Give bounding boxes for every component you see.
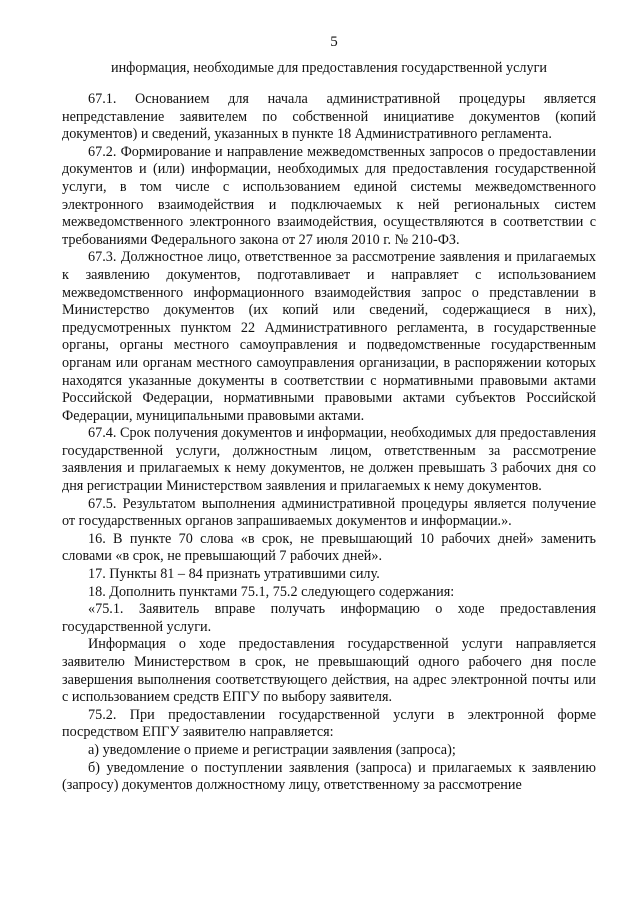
paragraph-18: 18. Дополнить пунктами 75.1, 75.2 следующего содержания:	[88, 583, 455, 600]
paragraph-16: 16. В пункте 70 слова «в срок, не превышающий 10 рабочих дней» заменить словами «в срок, не превышающий 7 рабочих дней».	[62, 530, 596, 565]
list-item-b: б) уведомление о поступлении заявления (запроса) и прилагаемых к заявлению (запросу) документов должностному лицу, ответственному за рассмотрение	[62, 759, 596, 794]
paragraph-75-2: 75.2. При предоставлении государственной услуги в электронной форме посредством ЕПГУ заявителю направляется:	[62, 706, 596, 741]
paragraph-67-2: 67.2. Формирование и направление межведомственных запросов о предоставлении документов и (или) информации, необходимых для предоставления государственной услуги, в том числе с использованием единой системы межведомственного электронного взаимодействия и подключаемых к ней региональных систем межведомственного электронного взаимодействия, осуществляются в соответствии с требованиями Федерального закона от 27 июля 2010 г. № 210-ФЗ.	[62, 143, 596, 248]
paragraph-67-5: 67.5. Результатом выполнения административной процедуры является получение от государственных органов запрашиваемых документов и информации.».	[62, 495, 596, 530]
page-number: 5	[330, 34, 338, 50]
section-heading: информация, необходимые для предоставления государственной услуги	[111, 60, 547, 76]
list-item-a: а) уведомление о приеме и регистрации заявления (запроса);	[88, 741, 456, 758]
paragraph-17: 17. Пункты 81 – 84 признать утратившими силу.	[88, 566, 380, 583]
paragraph-75-1: «75.1. Заявитель вправе получать информацию о ходе предоставления государственной услуги.	[62, 601, 596, 635]
paragraph-67-4: 67.4. Срок получения документов и информации, необходимых для предоставления государственной услуги, должностным лицом, ответственным за рассмотрение заявления и прилагаемых к нему документов, не должен превышать 3 рабочих дня со дня регистрации Министерством заявления и прилагаемых к нему документов.	[62, 425, 596, 495]
paragraph-67-1: 67.1. Основанием для начала административной процедуры является непредставление заявителем по собственной инициативе документов (копий документов) и сведений, указанных в пункте 18 Административного регламента.	[62, 91, 596, 143]
paragraph-67-3: 67.3. Должностное лицо, ответственное за рассмотрение заявления и прилагаемых к заявлению документов, подготавливает и направляет с использованием межведомственного информационного взаимодействия запрос о представлении в Министерство документов (их копий или сведений, содержащиеся в них), предусмотренных пунктом 22 Административного регламента, в государственные органы, органы местного самоуправления и подведомственные государственным органам или органам местного самоуправления организации, в распоряжении которых находятся указанные документы в соответствии с нормативными правовыми актами Российской Федерации, нормативными правовыми актами субъектов Российской Федерации, муниципальными правовыми актами.	[62, 249, 596, 424]
paragraph-75-1-info: Информация о ходе предоставления государственной услуги направляется заявителю Министерством в срок, не превышающий одного рабочего дня после завершения выполнения соответствующего действия, на адрес электронной почты или с использованием средств ЕПГУ по выбору заявителя.	[62, 636, 596, 706]
